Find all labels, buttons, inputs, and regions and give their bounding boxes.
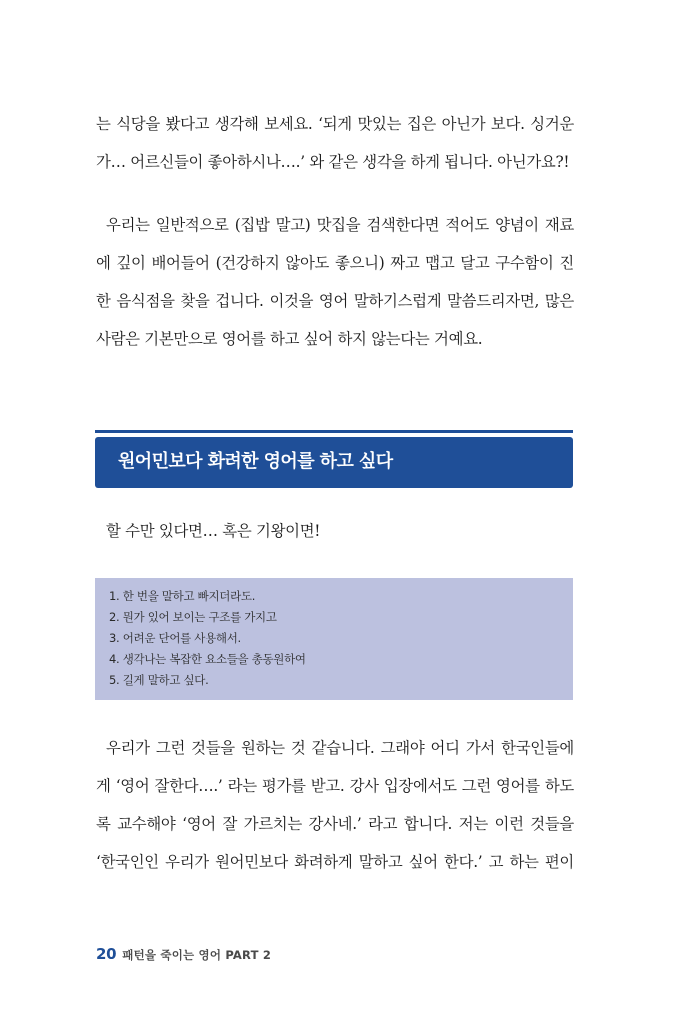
paragraph-line: 사람은 기본만으로 영어를 하고 싶어 하지 않는다는 거예요. bbox=[96, 330, 483, 348]
list-item: 2. 뭔가 있어 보이는 구조를 가지고 bbox=[109, 610, 277, 624]
paragraph-line: 가… 어르신들이 좋아하시나….’ 와 같은 생각을 하게 됩니다. 아닌가요?! bbox=[96, 153, 570, 171]
paragraph-line: 한 음식점을 찾을 겁니다. 이것을 영어 말하기스럽게 말씀드리자면, 많은 bbox=[96, 292, 574, 310]
page-footer bbox=[96, 944, 271, 964]
section-header-box bbox=[95, 437, 573, 488]
list-item: 5. 길게 말하고 싶다. bbox=[109, 673, 209, 687]
paragraph-line: 우리가 그런 것들을 원하는 것 같습니다. 그래야 어디 가서 한국인들에 bbox=[106, 739, 574, 757]
list-item: 4. 생각나는 복잡한 요소들을 총동원하여 bbox=[109, 652, 306, 666]
paragraph-line: 는 식당을 봤다고 생각해 보세요. ‘되게 맛있는 집은 아닌가 보다. 싱거운 bbox=[96, 115, 574, 133]
running-title: 패턴을 죽이는 영어 PART 2 bbox=[122, 948, 272, 962]
paragraph-line: 게 ‘영어 잘한다….’ 라는 평가를 받고. 강사 입장에서도 그런 영어를 하도 bbox=[96, 777, 574, 795]
page-number: 20 bbox=[96, 945, 117, 963]
paragraph-line: 록 교수해야 ‘영어 잘 가르치는 강사네.’ 라고 합니다. 저는 이런 것들을 bbox=[96, 815, 574, 833]
section-header bbox=[95, 430, 573, 489]
list-item: 3. 어려운 단어를 사용해서. bbox=[109, 631, 241, 645]
section-title: 원어민보다 화려한 영어를 하고 싶다 bbox=[118, 451, 393, 472]
paragraph-line: ‘한국인인 우리가 원어민보다 화려하게 말하고 싶어 한다.’ 고 하는 편이 bbox=[96, 853, 574, 871]
paragraph-line: 할 수만 있다면… 혹은 기왕이면! bbox=[106, 522, 321, 540]
list-box bbox=[95, 578, 573, 700]
paragraph-line: 에 깊이 배어들어 (건강하지 않아도 좋으니) 짜고 맵고 달고 구수함이 진 bbox=[96, 254, 574, 272]
paragraph-line: 우리는 일반적으로 (집밥 말고) 맛집을 검색한다면 적어도 양념이 재료 bbox=[106, 216, 574, 234]
section-header-rule bbox=[95, 430, 573, 433]
list-item: 1. 한 번을 말하고 빠지더라도. bbox=[109, 589, 256, 603]
